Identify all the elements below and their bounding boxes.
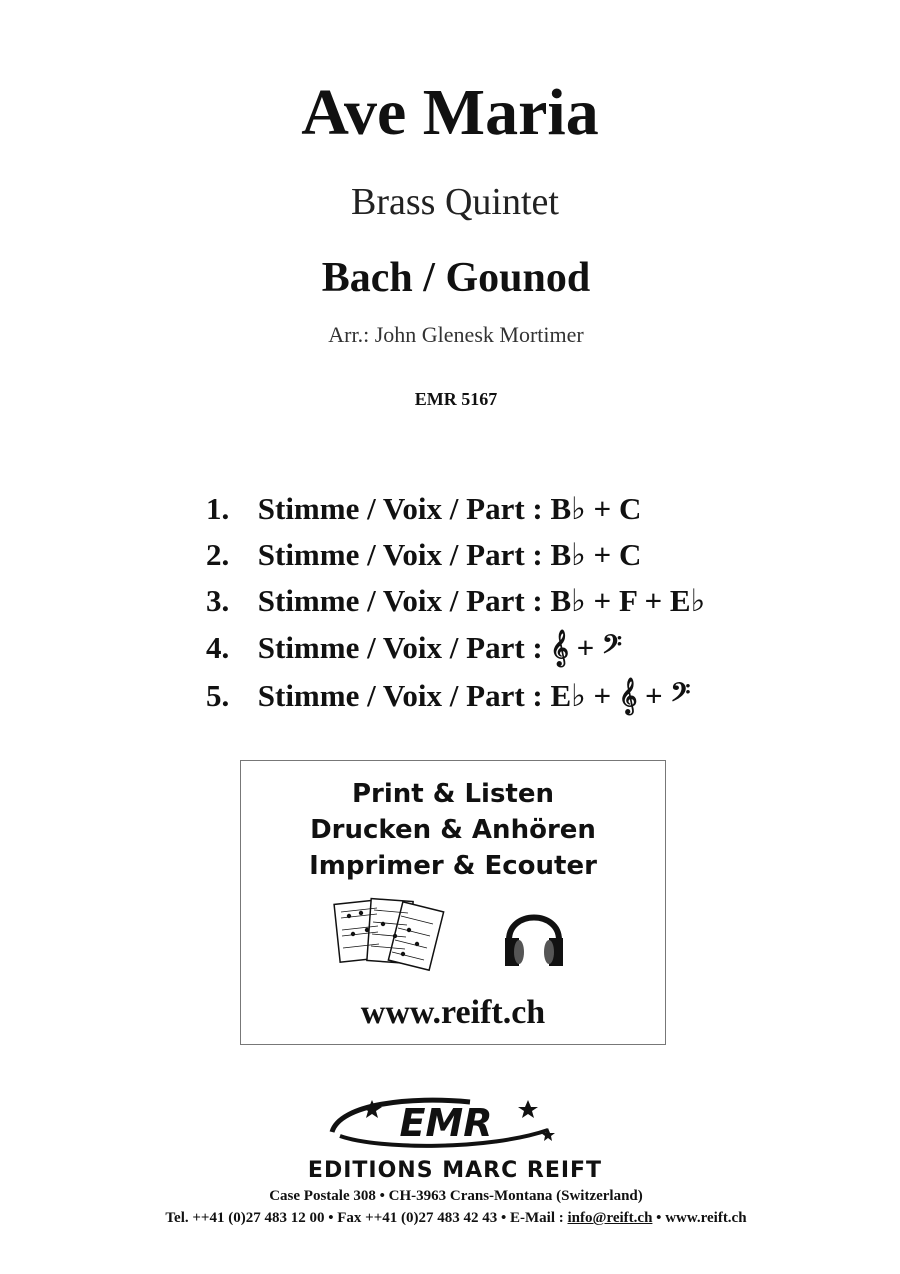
- parts-list: [206, 486, 806, 720]
- part-number: 4.: [206, 630, 230, 665]
- part-label: Stimme / Voix / Part :: [257, 537, 543, 572]
- page-title: Ave Maria: [301, 76, 599, 149]
- fax: Fax ++41 (0)27 483 42 43: [337, 1210, 498, 1226]
- email-link[interactable]: info@reift.ch: [567, 1210, 653, 1226]
- part-row: [206, 486, 806, 532]
- part-row: [206, 532, 806, 578]
- part-instruments: 𝄞 + 𝄢: [550, 630, 622, 665]
- part-label: Stimme / Voix / Part :: [257, 491, 543, 526]
- website-link[interactable]: www.reift.ch: [665, 1210, 747, 1226]
- publisher-address: Case Postale 308 • CH-3963 Crans-Montana (Switzerland): [269, 1188, 643, 1204]
- part-label: Stimme / Voix / Part :: [257, 630, 543, 665]
- sheet-music-icon: [333, 896, 445, 974]
- part-row: [206, 672, 806, 720]
- part-label: Stimme / Voix / Part :: [257, 678, 543, 713]
- promo-website: www.reift.ch: [360, 994, 546, 1031]
- part-number: 1.: [206, 491, 230, 526]
- publisher-contact: Tel. ++41 (0)27 483 12 00 • Fax ++41 (0)27 483 42 43 • E-Mail : info@reift.ch • www.reift.ch: [165, 1210, 747, 1226]
- part-row: [206, 624, 806, 672]
- composer: Bach / Gounod: [321, 255, 591, 301]
- print-listen-box: [240, 760, 666, 1045]
- part-label: Stimme / Voix / Part :: [257, 583, 543, 618]
- part-instruments: B♭ + F + E♭: [550, 583, 706, 618]
- arranger: Arr.: John Glenesk Mortimer: [328, 322, 584, 347]
- part-number: 5.: [206, 678, 230, 713]
- promo-line-english: Print & Listen: [351, 779, 555, 809]
- logo-text: EMR: [399, 1101, 493, 1145]
- part-instruments: B♭ + C: [550, 491, 642, 526]
- promo-line-german: Drucken & Anhören: [310, 815, 596, 845]
- phone: Tel. ++41 (0)27 483 12 00: [165, 1210, 325, 1226]
- part-row: [206, 578, 806, 624]
- headphones-icon: [499, 896, 569, 972]
- catalog-number: EMR 5167: [414, 389, 498, 409]
- ensemble-subtitle: Brass Quintet: [351, 181, 559, 223]
- part-number: 2.: [206, 537, 230, 572]
- part-number: 3.: [206, 583, 230, 618]
- part-instruments: B♭ + C: [550, 537, 642, 572]
- emr-logo: [320, 1092, 560, 1154]
- email-label: E-Mail :: [510, 1210, 564, 1226]
- publisher-name: EDITIONS MARC REIFT: [307, 1158, 603, 1183]
- promo-line-french: Imprimer & Ecouter: [309, 851, 597, 881]
- part-instruments: E♭ + 𝄞 + 𝄢: [550, 678, 691, 713]
